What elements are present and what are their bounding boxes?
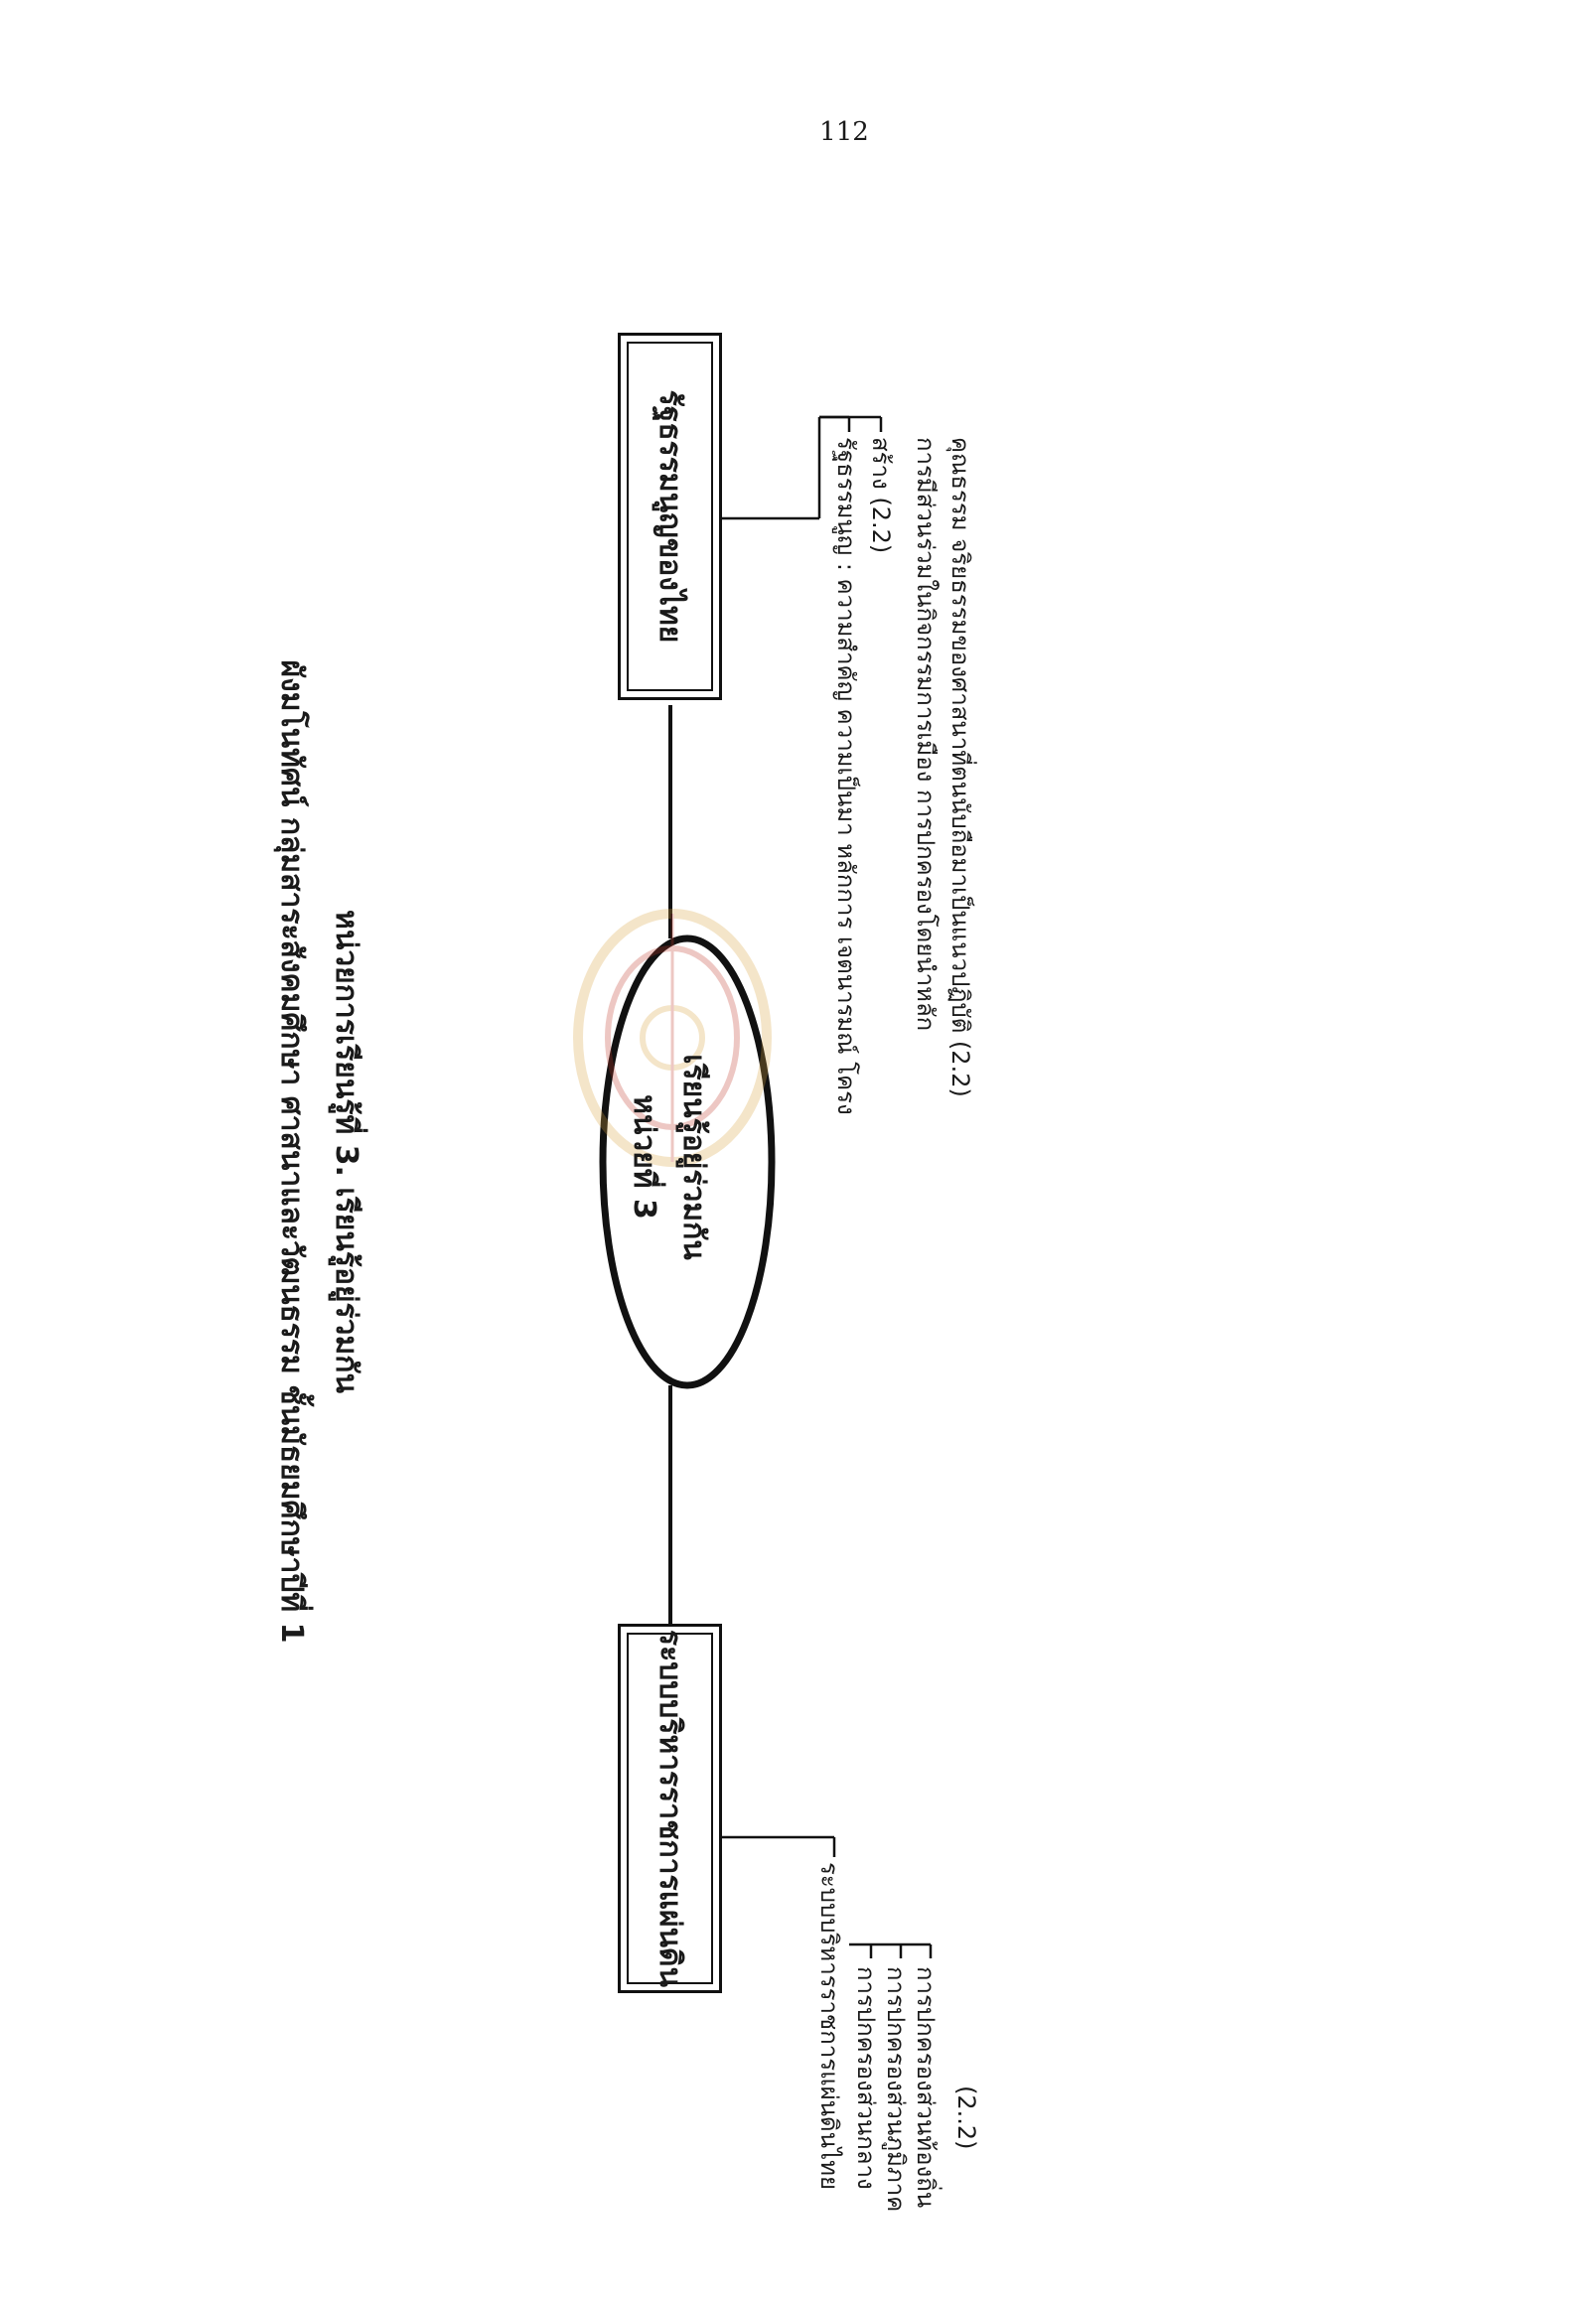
page-number: 112: [819, 117, 869, 147]
constitution-item-2-cont: คุณธรรม จริยธรรมของศาสนาที่ตนนับถือมาเป็นแนวปฏิบัติ (2.2): [946, 437, 974, 1097]
constitution-item-1: รัฐธรรมนูญ : ความสำคัญ ความเป็นมา หลักการ เจตนารมณ์ โครง: [832, 437, 860, 1115]
topic-box-administration: [618, 1624, 722, 1993]
administration-item-central: การปกครองส่วนกลาง: [852, 1966, 880, 2190]
diagram-title: ผังมโนทัศน์ กลุ่มสาระสังคมศึกษา ศาสนาและวัฒนธรรม ชั้นมัธยมศึกษาปีที่ 1: [274, 659, 309, 1644]
constitution-item-1-cont: สร้าง (2.2): [867, 437, 895, 554]
constitution-item-2: การมีส่วนร่วมในกิจกรรมการเมือง การปกครองโดยนำหลัก: [912, 437, 940, 1032]
administration-group-label: ระบบบริหารราชการแผ่นดินไทย: [815, 1862, 843, 2190]
administration-item-local: การปกครองส่วนท้องถิ่น: [912, 1966, 940, 2209]
administration-item-regional: การปกครองส่วนภูมิภาค: [882, 1966, 910, 2213]
topic-box-constitution: [618, 333, 722, 700]
center-unit-number: หน่วยที่ 3: [627, 1094, 661, 1220]
diagram-subtitle: หน่วยการเรียนรู้ที่ 3. เรียนรู้อยู่ร่วมกัน: [329, 910, 363, 1393]
topic-label-constitution: รัฐธรรมนูญของไทย: [627, 342, 713, 691]
administration-note: (2..2): [952, 2086, 980, 2150]
topic-label-administration: ระบบบริหารราชการแผ่นดิน: [627, 1633, 713, 1984]
center-unit-name: เรียนรู้อยู่ร่วมกัน: [676, 1054, 711, 1260]
